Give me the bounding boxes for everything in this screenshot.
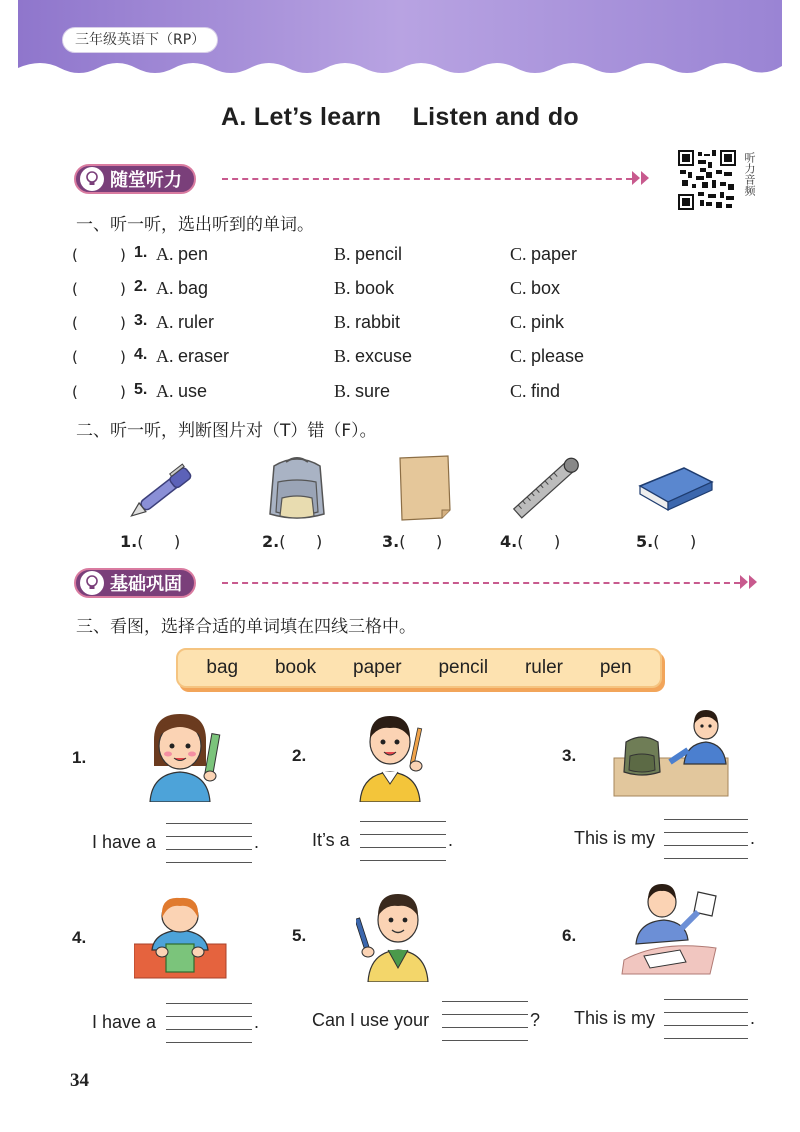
- tf-number: 4.: [500, 532, 518, 551]
- option-word: rabbit: [355, 312, 401, 332]
- question-row: [72, 312, 692, 340]
- four-line-grid[interactable]: [664, 818, 748, 858]
- option-word: book: [355, 278, 395, 298]
- option-letter: C.: [510, 381, 527, 401]
- word-bank-item: pen: [599, 657, 632, 678]
- four-line-grid[interactable]: [442, 1000, 528, 1040]
- item-number: 1.: [72, 748, 87, 767]
- option-a[interactable]: [156, 381, 207, 402]
- fill-sentence: [574, 998, 766, 1038]
- section-pill-listening: [74, 164, 196, 194]
- word-bank-item: pencil: [438, 657, 489, 678]
- option-a[interactable]: [156, 346, 229, 367]
- part1-instruction: 一、听一听，选出听到的单词。: [76, 215, 314, 235]
- item-number: 6.: [562, 926, 577, 945]
- paper-icon: [396, 452, 486, 524]
- option-word: bag: [178, 278, 209, 298]
- tf-blank[interactable]: ( ): [399, 532, 443, 551]
- option-c[interactable]: [510, 381, 560, 402]
- option-letter: A.: [156, 278, 174, 298]
- qr-label: 听力音频: [743, 152, 756, 196]
- fill-sentence: [92, 1002, 270, 1042]
- sentence-text: I have a: [92, 832, 157, 852]
- option-a[interactable]: [156, 244, 208, 265]
- question-number: 5.: [134, 381, 148, 398]
- title-part2: Listen and do: [412, 103, 579, 131]
- word-bank-item: book: [274, 657, 317, 678]
- section-divider: [222, 582, 740, 584]
- option-b[interactable]: [334, 381, 390, 402]
- tf-blank[interactable]: ( ): [137, 532, 181, 551]
- option-letter: A.: [156, 346, 174, 366]
- section-header-listening: [74, 162, 196, 196]
- option-c[interactable]: [510, 278, 560, 299]
- tf-answer-blank[interactable]: [500, 532, 560, 551]
- option-letter: B.: [334, 312, 351, 332]
- question-number: 4.: [134, 346, 148, 363]
- option-c[interactable]: [510, 244, 577, 265]
- sentence-punct: .: [750, 1008, 756, 1028]
- option-c[interactable]: [510, 312, 564, 333]
- option-letter: C.: [510, 312, 527, 332]
- option-word: please: [531, 346, 585, 366]
- question-number: 3.: [134, 312, 148, 329]
- option-word: pencil: [355, 244, 403, 264]
- option-letter: C.: [510, 244, 527, 264]
- option-letter: A.: [156, 312, 174, 332]
- pen-icon: [128, 452, 218, 524]
- item-number: 5.: [292, 926, 307, 945]
- sentence-punct: ?: [530, 1010, 541, 1030]
- option-word: pen: [178, 244, 209, 264]
- option-letter: C.: [510, 346, 527, 366]
- section-divider: [222, 178, 632, 180]
- page-number: 34: [70, 1070, 89, 1091]
- sentence-text: I have a: [92, 1012, 157, 1032]
- ruler-icon: [506, 452, 596, 524]
- double-arrow-icon: [632, 171, 652, 185]
- word-bank: [176, 648, 662, 688]
- word-bank-item: bag: [206, 657, 239, 678]
- sentence-punct: .: [448, 830, 454, 850]
- tf-number: 5.: [636, 532, 654, 551]
- fill-sentence: [92, 822, 270, 862]
- tf-number: 1.: [120, 532, 138, 551]
- option-b[interactable]: [334, 312, 400, 333]
- option-letter: B.: [334, 244, 351, 264]
- word-bank-item: paper: [353, 657, 402, 678]
- sentence-punct: .: [254, 832, 260, 852]
- option-letter: C.: [510, 278, 527, 298]
- sentence-text: It’s a: [312, 830, 350, 850]
- answer-paren-right[interactable]: ): [120, 348, 126, 366]
- question-number: 1.: [134, 244, 148, 261]
- option-b[interactable]: [334, 346, 412, 367]
- option-word: box: [531, 278, 561, 298]
- boy-with-pencil-illustration: [354, 710, 434, 802]
- boy-with-paper-illustration: [620, 880, 720, 976]
- tf-blank[interactable]: ( ): [279, 532, 323, 551]
- option-a[interactable]: [156, 278, 208, 299]
- item-number: 3.: [562, 746, 577, 765]
- grade-tag: 三年级英语下（RP）: [62, 27, 218, 53]
- answer-paren-left[interactable]: (: [72, 314, 78, 332]
- section-pill-basics: [74, 568, 196, 598]
- option-b[interactable]: [334, 244, 402, 265]
- section-label-basics: 基础巩固: [110, 574, 182, 595]
- tf-blank[interactable]: ( ): [653, 532, 697, 551]
- question-number: 2.: [134, 278, 148, 295]
- answer-paren-right[interactable]: ): [120, 246, 126, 264]
- option-letter: B.: [334, 381, 351, 401]
- option-a[interactable]: [156, 312, 214, 333]
- option-word: pink: [531, 312, 565, 332]
- part3-instruction: 三、看图，选择合适的单词填在四线三格中。: [76, 617, 416, 637]
- answer-paren-right[interactable]: ): [120, 314, 126, 332]
- four-line-grid[interactable]: [166, 822, 252, 862]
- girl-with-ruler-illustration: [140, 710, 230, 802]
- sentence-text: This is my: [574, 828, 655, 848]
- tf-answer-blank[interactable]: [382, 532, 442, 551]
- tf-answer-blank[interactable]: [262, 532, 322, 551]
- lightbulb-icon: [80, 167, 104, 191]
- question-row: [72, 244, 692, 272]
- option-letter: B.: [334, 278, 351, 298]
- fill-sentence: [574, 818, 766, 858]
- tf-blank[interactable]: ( ): [517, 532, 561, 551]
- boy-with-book-illustration: [134, 894, 228, 982]
- fill-sentence: [312, 1000, 546, 1040]
- qr-code[interactable]: [678, 150, 736, 210]
- question-row: [72, 278, 692, 306]
- double-arrow-icon: [740, 575, 760, 589]
- answer-paren-right[interactable]: ): [120, 280, 126, 298]
- item-number: 4.: [72, 928, 87, 947]
- option-word: excuse: [355, 346, 413, 366]
- option-b[interactable]: [334, 278, 394, 299]
- answer-paren-left[interactable]: (: [72, 246, 78, 264]
- question-row: [72, 381, 692, 409]
- answer-paren-left[interactable]: (: [72, 383, 78, 401]
- question-row: [72, 346, 692, 374]
- boy-with-pen-illustration: [356, 890, 436, 982]
- four-line-grid[interactable]: [360, 820, 446, 860]
- lightbulb-icon: [80, 571, 104, 595]
- item-number: 2.: [292, 746, 307, 765]
- page-title: [0, 103, 800, 132]
- option-word: eraser: [178, 346, 230, 366]
- sentence-punct: .: [254, 1012, 260, 1032]
- tf-answer-blank[interactable]: [636, 532, 696, 551]
- option-word: use: [178, 381, 208, 401]
- tf-number: 3.: [382, 532, 400, 551]
- answer-paren-left[interactable]: (: [72, 348, 78, 366]
- sentence-text: Can I use your: [312, 1010, 430, 1030]
- part2-instruction: 二、听一听，判断图片对（T）错（F）。: [76, 421, 377, 441]
- word-bank-item: ruler: [524, 657, 563, 678]
- option-word: paper: [531, 244, 578, 264]
- book-icon: [632, 452, 722, 524]
- fill-sentence: [312, 820, 464, 860]
- option-c[interactable]: [510, 346, 584, 367]
- title-part1: A. Let’s learn: [221, 103, 382, 131]
- four-line-grid[interactable]: [664, 998, 748, 1038]
- tf-number: 2.: [262, 532, 280, 551]
- section-header-basics: [74, 566, 196, 600]
- answer-paren-right[interactable]: ): [120, 383, 126, 401]
- option-letter: A.: [156, 244, 174, 264]
- sentence-punct: .: [750, 828, 756, 848]
- option-letter: A.: [156, 381, 174, 401]
- section-label-listening: 随堂听力: [110, 170, 182, 191]
- sentence-text: This is my: [574, 1008, 655, 1028]
- boy-with-bag-illustration: [612, 706, 732, 800]
- tf-answer-blank[interactable]: [120, 532, 180, 551]
- option-letter: B.: [334, 346, 351, 366]
- bag-icon: [262, 452, 352, 524]
- option-word: ruler: [178, 312, 215, 332]
- four-line-grid[interactable]: [166, 1002, 252, 1042]
- option-word: find: [531, 381, 561, 401]
- option-word: sure: [355, 381, 391, 401]
- answer-paren-left[interactable]: (: [72, 280, 78, 298]
